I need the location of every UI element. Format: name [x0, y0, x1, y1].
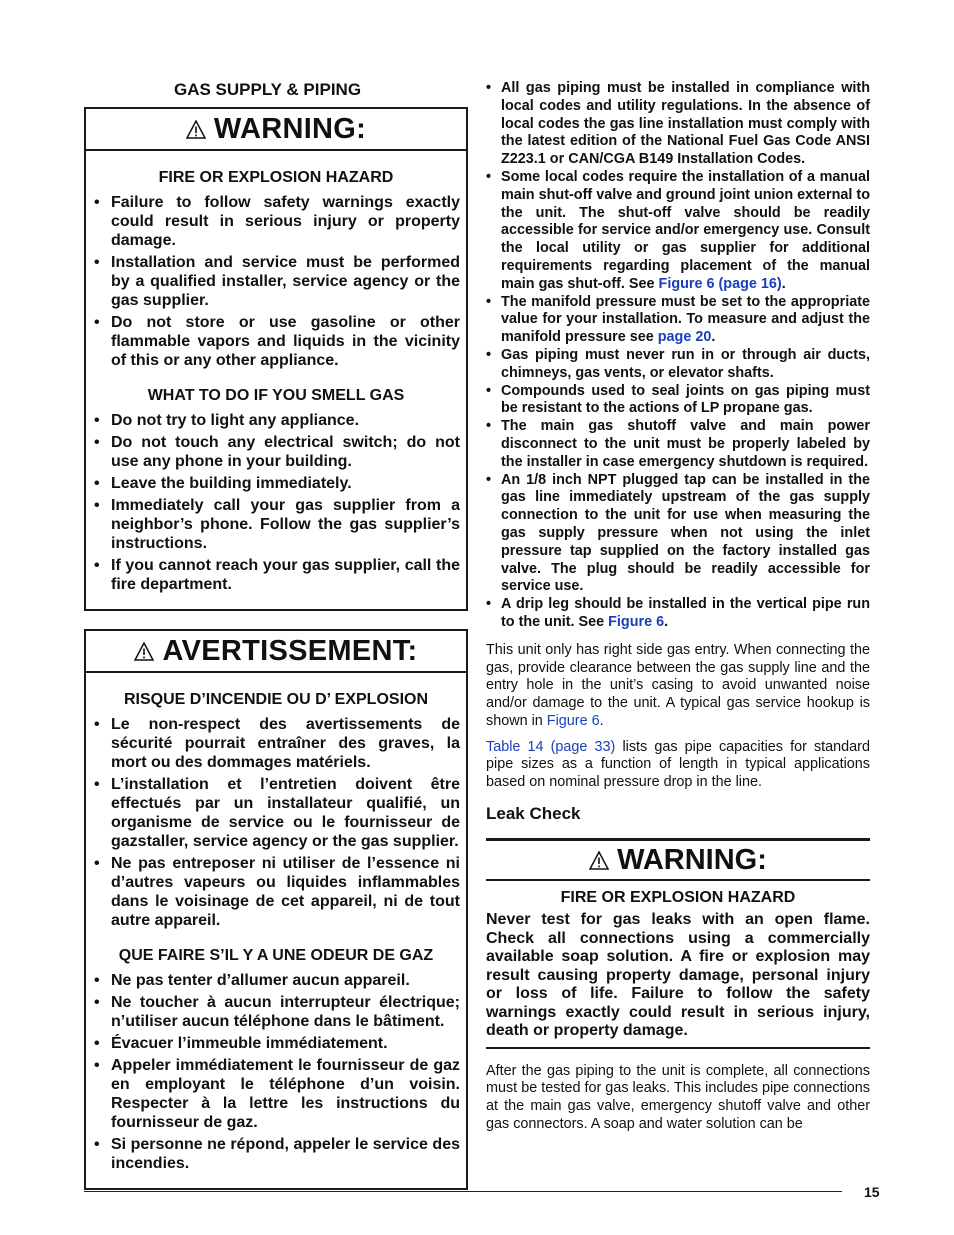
list-item: • An 1/8 inch NPT plugged tap can be installed in the gas line immediately upstream of the gas supply connection to the unit for use when measuring the gas supply pressure when not using the inlet pressure tap supplied on the factory installed gas valve. The plug should be readily accessible for service use.	[486, 472, 870, 597]
list-item: • Do not touch any electrical switch; do not use any phone in your building.	[92, 433, 460, 471]
warning-list	[92, 193, 460, 370]
list-item: • Immediately call your gas supplier from a neighbor’s phone. Follow the gas supplier’s instructions.	[92, 496, 460, 553]
list-item: • Some local codes require the installation of a manual main shut-off valve and ground joint union external to the unit. The shut-off valve should be readily accessible for service and/or emergency use. Consult the local utility or gas supplier for additional requirements regarding placement of the manual main gas shut-off. See Figure 6 (page 16).	[486, 169, 870, 294]
right-column	[486, 80, 870, 1134]
list-item: • A drip leg should be installed in the vertical pipe run to the unit. See Figure 6.	[486, 596, 870, 632]
list-item: • Do not try to light any appliance.	[92, 411, 460, 430]
figure-6-link[interactable]: Figure 6 (page 16)	[658, 275, 782, 292]
list-item: • Ne pas tenter d’allumer aucun appareil.	[92, 971, 460, 990]
warning-triangle-icon	[134, 642, 154, 661]
page-number: 15	[864, 1184, 880, 1200]
list-item: • Évacuer l’immeuble immédiatement.	[92, 1034, 460, 1053]
warning-box	[84, 107, 468, 611]
hazard-heading: FIRE OR EXPLOSION HAZARD	[560, 889, 796, 907]
warning-title: WARNING:	[86, 109, 466, 151]
leak-warning-box	[486, 838, 870, 1049]
list-item: • Do not store or use gasoline or other flammable vapors and liquids in the vicinity of this or any other appliance.	[92, 313, 460, 370]
avertissement-title: AVERTISSEMENT:	[86, 631, 466, 673]
figure-6-link[interactable]: Figure 6	[608, 613, 665, 630]
page-20-link[interactable]: page 20	[657, 329, 712, 346]
gas-piping-requirements-list	[486, 80, 870, 632]
hazard-heading: FIRE OR EXPLOSION HAZARD	[158, 169, 394, 186]
pipe-capacity-paragraph: Table 14 (page 33) lists gas pipe capacities for standard pipe sizes as a function of length in typical applications based on nominal pressure drop in the line.	[486, 738, 870, 791]
list-item: • Ne pas entreposer ni utiliser de l’essence ni d’autres vapeurs ou liquides inflammables dans le voisinage de cet appareil, ni de tout autre appareil.	[92, 854, 460, 930]
list-item: • The main gas shutoff valve and main power disconnect to the unit must be properly labeled by the installer in case emergency shutdown is required.	[486, 418, 870, 471]
list-item: • Ne toucher à aucun interrupteur électrique; n’utiliser aucun téléphone dans le bâtiment.	[92, 993, 460, 1031]
odeur-gaz-heading: QUE FAIRE S’IL Y A UNE ODEUR DE GAZ	[118, 947, 434, 964]
smell-gas-list	[92, 411, 460, 594]
list-item: • Gas piping must never run in or through air ducts, chimneys, gas vents, or elevator shafts.	[486, 347, 870, 383]
leak-check-heading: Leak Check	[486, 804, 581, 824]
smell-gas-heading: WHAT TO DO IF YOU SMELL GAS	[147, 387, 405, 404]
list-item: • Le non-respect des avertissements de sécurité pourrait entraîner des graves, la mort ou des dommages matériels.	[92, 715, 460, 772]
leak-test-paragraph: After the gas piping to the unit is complete, all connections must be tested for gas leaks. This includes pipe connections at the main gas valve, emergency shutoff valve and other gas connectors. A soap and water solution can be	[486, 1062, 870, 1132]
figure-6-link[interactable]: Figure 6	[546, 712, 600, 729]
warning-triangle-icon	[589, 851, 609, 870]
list-item: • The manifold pressure must be set to the appropriate value for your installation. To measure and adjust the manifold pressure see page 20.	[486, 294, 870, 347]
warning-triangle-icon	[186, 120, 206, 139]
list-item: • Si personne ne répond, appeler le service des incendies.	[92, 1135, 460, 1173]
section-title: GAS SUPPLY & PIPING	[174, 80, 362, 99]
avertissement-box	[84, 629, 468, 1190]
leak-warning-text: Never test for gas leaks with an open flame. Check all connections using a commercially available soap solution. A fire or explosion may result causing property damage, personal injury or loss of life. Failure to follow the safety warnings exactly could result in serious injury, death or property damage.	[486, 911, 870, 1040]
table-14-link[interactable]: Table 14 (page 33)	[486, 738, 616, 755]
list-item: • Leave the building immediately.	[92, 474, 460, 493]
list-item: • Compounds used to seal joints on gas piping must be resistant to the actions of LP propane gas.	[486, 383, 870, 419]
footer-rule	[84, 1191, 842, 1192]
list-item: • Appeler immédiatement le fournisseur de gaz en employant le téléphone d’un voisin. Respecter à la lettre les instructions du fournisseur de gaz.	[92, 1056, 460, 1132]
list-item: • All gas piping must be installed in compliance with local codes and utility regulations. In the absence of local codes the gas line installation must comply with the latest edition of the National Fuel Gas Code ANSI Z223.1 or CAN/CGA B149 Installation Codes.	[486, 80, 870, 169]
odeur-gaz-list	[92, 971, 460, 1173]
avertissement-list	[92, 715, 460, 930]
list-item: • Installation and service must be performed by a qualified installer, service agency or the gas supplier.	[92, 253, 460, 310]
left-column	[84, 80, 468, 1190]
gas-entry-paragraph: This unit only has right side gas entry. When connecting the gas, provide clearance between the gas supply line and the entry hole in the unit’s casing to avoid unwanted noise and/or damage to the unit. A typical gas service hookup is shown in Figure 6.	[486, 641, 870, 729]
warning-title: WARNING:	[486, 841, 870, 879]
list-item: • Failure to follow safety warnings exactly could result in serious injury or property damage.	[92, 193, 460, 250]
hazard-heading: RISQUE D’INCENDIE OU D’ EXPLOSION	[123, 691, 429, 708]
list-item: • If you cannot reach your gas supplier, call the fire department.	[92, 556, 460, 594]
list-item: • L’installation et l’entretien doivent être effectués par un installateur qualifié, un organisme de service ou le fournisseur de gazstaller, service agency or the gas supplier.	[92, 775, 460, 851]
